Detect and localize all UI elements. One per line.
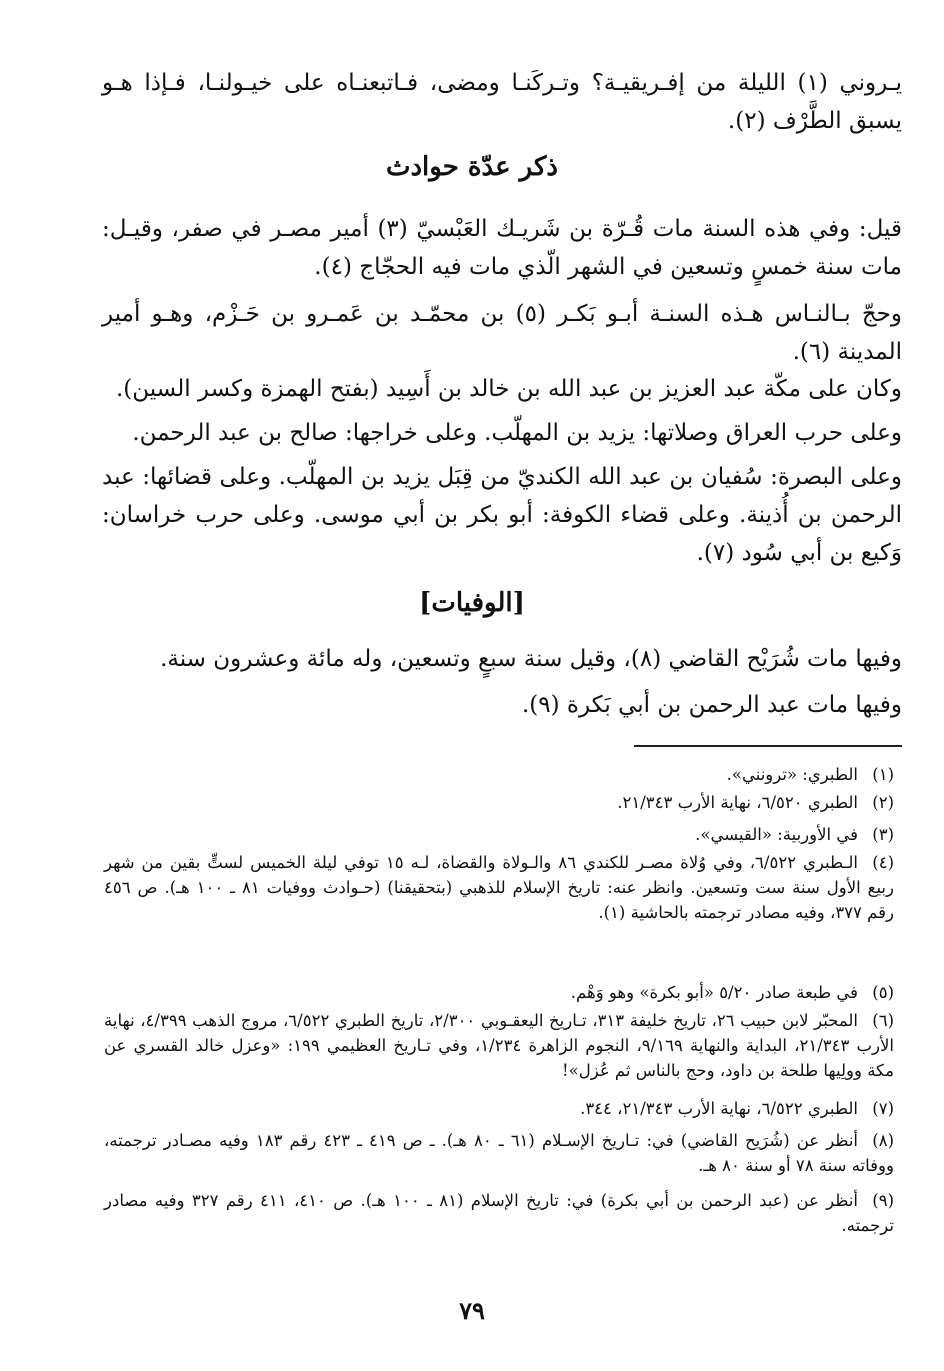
footnote-text: الطبري ٦/٥٢٠، نهاية الأرب ٢١/٣٤٣. bbox=[617, 793, 858, 812]
paragraph-iraq: وعلى حرب العراق وصلاتها: يزيد بن المهلّب. وعلى خراجها: صالح بن عبد الرحمن. bbox=[132, 420, 902, 446]
footnote-number: (٨) bbox=[872, 1131, 895, 1150]
footnote-number: (٣) bbox=[872, 825, 894, 844]
paragraph-basra: وعلى البصرة: سُفيان بن عبد الله الكنديّ من قِبَل يزيد بن المهلّب. وعلى قضائها: عبد الرحمن بن أُذينة. وعلى قضاء الكوفة: أبو بكر بن أبي موسى. وعلى حرب خراسان: وَكيع بن أبي سُود (٧). bbox=[102, 464, 902, 566]
paragraph-shurayh: وفيها مات شُرَيْح القاضي (٨)، وقيل سنة سبعٍ وتسعين، وله مائة وعشرون سنة. bbox=[160, 646, 902, 672]
footnote-text: في الأوربية: «القيسي». bbox=[695, 825, 858, 844]
paragraph-abd-al-rahman: وفيها مات عبد الرحمن بن أبي بَكرة (٩). bbox=[521, 692, 902, 718]
footnote-3 bbox=[104, 822, 894, 847]
paragraph-qurra: قيل: وفي هذه السنة مات قُـرّة بن شَريـك العَبْسيّ (٣) أمير مصـر في صفر، وقيـل: مات سنة خمسٍ وتسعين في الشهر الّذي مات فيه الحجّاج (٤). bbox=[102, 216, 902, 280]
footnote-6 bbox=[104, 1008, 894, 1083]
footnote-number: (٤) bbox=[872, 853, 894, 872]
footnote-5 bbox=[104, 980, 894, 1005]
footnote-text: في طبعة صادر ٥/٢٠ «أبو بكرة» وهو وَهْم. bbox=[570, 983, 858, 1002]
footnote-number: (٦) bbox=[872, 1011, 895, 1030]
footnote-text: الـطبري ٦/٥٢٢، وفي وُلاة مصـر للكندي ٨٦ والـولاة والقضاة، لـه ١٥ توفي ليلة الخميس لستٍّ بقين من شهر ربيع الأول سنة ست وتسعين. وانظر عنه: تاريخ الإسلام للذهبي (بتحقيقنا) (حـوادث ووفيات ٨١ ـ ١٠٠ هـ). ص ٤٥٦ رقم ٣٧٧، وفيه مصادر ترجمته بالحاشية (١). bbox=[104, 853, 894, 922]
footnote-1 bbox=[104, 762, 894, 787]
footnote-9 bbox=[104, 1188, 894, 1238]
paragraph-hajj: وحجّ بـالنـاس هـذه السنـة أبـو بَكـر (٥) بن محمّـد بن عَمـرو بن حَـزْم، وهـو أمير المدينة (٦). bbox=[102, 301, 903, 365]
footnote-text: الطبري ٦/٥٢٢، نهاية الأرب ٢١/٣٤٣، ٣٤٤. bbox=[580, 1099, 858, 1118]
footnote-text: أنظر عن (عبد الرحمن بن أبي بكرة) في: تاريخ الإسلام (٨١ ـ ١٠٠ هـ). ص ٤١٠، ٤١١ رقم ٣٢٧ وفيه مصادر ترجمته. bbox=[104, 1191, 894, 1235]
footnote-text: الطبري: «ترونني». bbox=[726, 765, 858, 784]
footnote-number: (٢) bbox=[872, 793, 894, 812]
footnote-number: (٩) bbox=[872, 1191, 894, 1210]
footnote-8 bbox=[104, 1128, 894, 1178]
footnote-7 bbox=[104, 1096, 894, 1121]
footnote-4 bbox=[104, 850, 894, 925]
footnote-number: (٥) bbox=[872, 983, 894, 1002]
deaths-heading: [الوفيات] bbox=[419, 588, 525, 618]
page-number: ٧٩ bbox=[459, 1296, 485, 1325]
footnote-text: المحبّر لابن حبيب ٢٦، تاريخ خليفة ٣١٣، تـاريخ اليعقـوبي ٢/٣٠٠، تاريخ الطبري ٦/٥٢٢، مروج الذهب ٤/٣٩٩، نهاية الأرب ٢١/٣٤٣، البداية والنهاية ٩/١٦٩، النجوم الزاهرة ١/٢٣٤، وفي تـاريخ العظيمي ١٩٩: «وعزل خالد القسري عن مكة وولِيها طلحة بن داود، وحج بالناس ثم عُزل»! bbox=[104, 1011, 894, 1080]
footnote-separator bbox=[634, 745, 902, 747]
section-heading: ذكر عدّة حوادث bbox=[386, 152, 558, 182]
footnote-number: (٧) bbox=[872, 1099, 894, 1118]
footnote-2 bbox=[104, 790, 894, 815]
paragraph-mecca: وكان على مكّة عبد العزيز بن عبد الله بن خالد بن أَسِيد (بفتح الهمزة وكسر السين). bbox=[115, 376, 902, 402]
footnote-number: (١) bbox=[872, 765, 894, 784]
opening-paragraph: يـروني (١) الليلة من إفـريقيـة؟ وتـركَنـا ومضى، فـاتبعنـاه على خيـولنـا، فـإذا هـو يسبق الطَّرْف (٢). bbox=[102, 70, 902, 134]
footnote-text: أنظر عن (شُرَيح القاضي) في: تـاريخ الإسـلام (٦١ ـ ٨٠ هـ). ـ ص ٤١٩ ـ ٤٢٣ رقم ١٨٣ وفيه مصـادر ترجمته، ووفاته سنة ٧٨ أو سنة ٨٠ هـ. bbox=[104, 1131, 894, 1175]
